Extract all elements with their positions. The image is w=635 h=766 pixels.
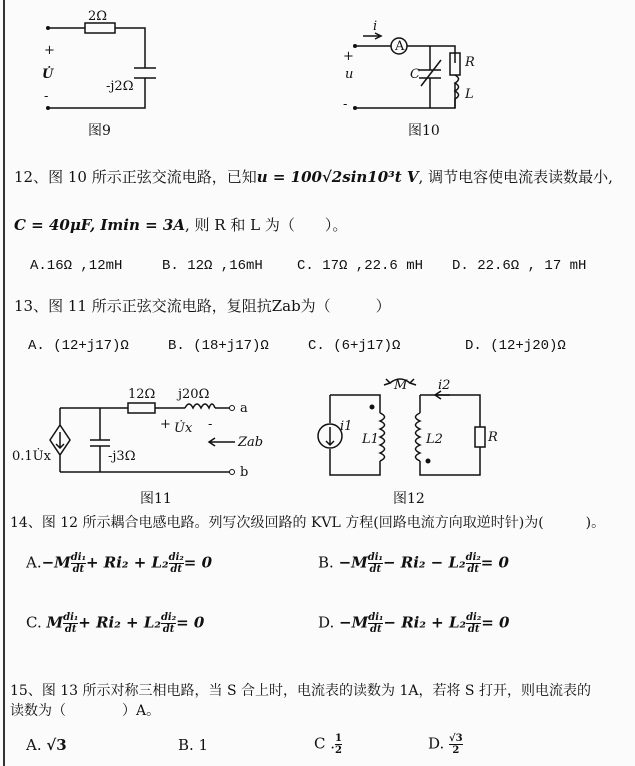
q13-option-d: D. (12+j20)Ω [465,338,566,354]
svg-text:R: R [488,430,498,445]
svg-text:+: + [44,43,55,58]
svg-text:+: + [343,49,354,64]
q15-option-b: B. 1 [178,736,209,754]
q15-option-a: A. √3 [26,736,67,754]
figure-11-caption: 图11 [140,491,172,507]
svg-text:-j3Ω: -j3Ω [108,449,136,464]
svg-text:u: u [345,67,354,82]
svg-text:C: C [410,67,420,82]
q15-option-d: D. $\frac{√3}{2}$ [428,733,463,756]
svg-text:U̇x: U̇x [174,421,193,436]
question-13: 13、图 11 所示正弦交流电路，复阻抗Zab为（ ） [14,297,391,315]
svg-text:-: - [343,97,348,112]
q12-option-b: B. 12Ω ,16mH [162,258,263,274]
q14-option-c: C. M $\frac{\text{di₁}}{dt}$ + Ri₂ + L₂ $\frac{\text{di₂}}{dt}$ = 0 [26,612,205,635]
q13-option-c: C. (6+j17)Ω [308,338,401,354]
q12-option-a: A.16Ω ,12mH [30,258,123,274]
svg-text:-: - [208,417,213,432]
svg-text:U̇: U̇ [42,67,54,82]
figure-12-caption: 图12 [393,491,425,507]
q12-option-d: D. 22.6Ω , 17 mH [452,258,587,274]
svg-text:0.1U̇x: 0.1U̇x [12,449,51,464]
q12-option-c: C. 17Ω ,22.6 mH [297,258,424,274]
svg-text:A: A [395,39,405,54]
figure-9-caption: 图9 [88,123,111,139]
question-12-line1: 12、图 10 所示正弦交流电路，已知u = 100√2sin10³t V, 调节电容使电流表读数最小, [14,168,613,186]
q13-option-b: B. (18+j17)Ω [168,338,269,354]
svg-text:L1: L1 [362,432,379,447]
figure-12 [310,375,500,485]
question-14: 14、图 12 所示耦合电感电路。列写次级回路的 KVL 方程(回路电流方向取逆时针)为( )。 [10,515,606,531]
q15-option-c: C . $\frac{1}{2}$ [314,733,342,756]
svg-text:12Ω: 12Ω [128,387,156,402]
svg-text:M: M [394,378,408,393]
svg-text:i2: i2 [438,378,451,393]
page-border [3,0,5,766]
question-15-line1: 15、图 13 所示对称三相电路，当 S 合上时，电流表的读数为 1A，若将 S 打开，则电流表的 [10,683,591,699]
svg-text:j20Ω: j20Ω [178,387,210,402]
q14-option-b: B. −M $\frac{\text{di₁}}{dt}$ − Ri₂ − L₂ $\frac{\text{di₂}}{dt}$ = 0 [318,552,509,575]
q14-option-d: D. −M $\frac{\text{di₁}}{dt}$ − Ri₂ + L₂ $\frac{\text{di₂}}{dt}$ = 0 [318,612,510,635]
question-12-line2: C = 40μF, Imin = 3A, 则 R 和 L 为（ ）。 [14,216,348,234]
q14-option-a: A.−M $\frac{\text{di₁}}{dt}$ + Ri₂ + L₂ $\frac{\text{di₂}}{dt}$ = 0 [26,552,213,575]
figure-10 [335,8,485,118]
figure-9 [30,8,170,118]
svg-text:a: a [240,401,248,416]
figure-11 [10,380,264,485]
svg-text:-j2Ω: -j2Ω [106,79,134,94]
svg-text:+: + [160,417,171,432]
q13-option-a: A. (12+j17)Ω [28,338,129,354]
svg-text:2Ω: 2Ω [88,9,108,24]
figure-10-caption: 图10 [408,123,440,139]
svg-text:L: L [465,87,474,102]
svg-text:Zab: Zab [238,435,264,450]
svg-text:L2: L2 [426,432,443,447]
svg-text:-: - [44,89,49,104]
svg-text:i: i [373,19,378,34]
svg-text:R: R [465,55,475,70]
svg-text:i1: i1 [340,419,353,434]
question-15-line2: 读数为（ ）A。 [10,703,161,719]
svg-text:b: b [240,465,249,480]
